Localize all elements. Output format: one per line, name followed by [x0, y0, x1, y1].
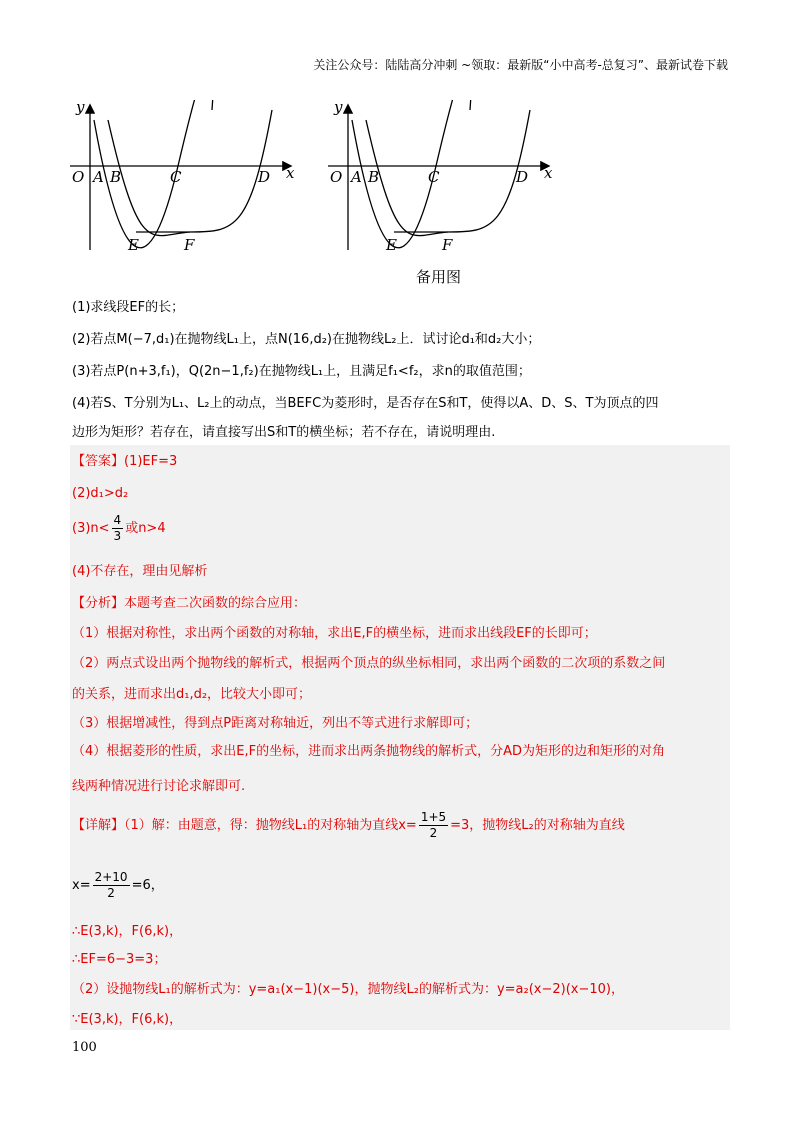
question-4: (4)若S、T分别为L₁、L₂上的动点，当BEFC为菱形时，是否存在S和T，使得以A、D、S、T为顶点的四	[72, 396, 659, 411]
svg-text:A: A	[93, 168, 104, 186]
detail-5: （2）设抛物线L₁的解析式为：y=a₁(x−1)(x−5)，抛物线L₂的解析式为：y=a₂(x−2)(x−10)，	[72, 982, 624, 997]
svg-text:F: F	[184, 236, 195, 254]
curve-l2	[108, 110, 272, 236]
svg-text:D: D	[516, 168, 529, 186]
answer-2: (2)d₁>d₂	[72, 486, 129, 501]
analysis-4: （4）根据菱形的性质，求出E,F的坐标，进而求出两条抛物线的解析式，分AD为矩形的边和矩形的对角	[72, 744, 665, 759]
detail-4: ∴EF=6−3=3；	[72, 952, 167, 967]
svg-text:B: B	[368, 168, 380, 186]
parabola-figures	[60, 100, 560, 260]
detail-6: ∵E(3,k)，F(6,k)，	[72, 1012, 183, 1027]
svg-text:C: C	[170, 168, 182, 186]
svg-text:x: x	[544, 164, 553, 182]
svg-text:C: C	[428, 168, 440, 186]
detail-2: x= $\frac{2+10}{2}$ =6，	[72, 870, 164, 900]
page-header: 关注公众号：陆陆高分冲刺 ~领取：最新版“小中高考-总复习”、最新试卷下载	[313, 58, 728, 72]
svg-text:E: E	[128, 236, 139, 254]
svg-text:O: O	[330, 168, 343, 186]
svg-text:y: y	[76, 100, 85, 116]
answer-4: (4)不存在，理由见解析	[72, 564, 208, 579]
analysis-4-cont: 线两种情况进行讨论求解即可.	[72, 779, 246, 794]
detail-3: ∴E(3,k)，F(6,k)，	[72, 924, 183, 939]
svg-text:y: y	[334, 100, 343, 116]
svg-text:A: A	[351, 168, 362, 186]
question-4-cont: 边形为矩形？若存在，请直接写出S和T的横坐标；若不存在，请说明理由.	[72, 425, 496, 440]
question-3: (3)若点P(n+3,f₁)，Q(2n−1,f₂)在抛物线L₁上，且满足f₁<f₂，求n的取值范围；	[72, 364, 531, 379]
page-number: 100	[72, 1040, 97, 1055]
analysis-1: （1）根据对称性，求出两个函数的对称轴，求出E,F的横坐标，进而求出线段EF的长即可；	[72, 626, 597, 641]
analysis-2-cont: 的关系，进而求出d₁,d₂，比较大小即可；	[72, 687, 312, 702]
svg-text:x: x	[286, 164, 295, 182]
answer-1: 【答案】(1)EF=3	[72, 454, 178, 469]
detail-1: 【详解】（1）解：由题意，得：抛物线L₁的对称轴为直线x= $\frac{1+5}{2}$ =3，抛物线L₂的对称轴为直线	[72, 810, 625, 840]
left-figure	[70, 100, 295, 254]
svg-text:B: B	[110, 168, 122, 186]
svg-text:D: D	[258, 168, 271, 186]
question-1: (1)求线段EF的长；	[72, 300, 185, 315]
question-2: (2)若点M(−7,d₁)在抛物线L₁上，点N(16,d₂)在抛物线L₂上．试讨论d₁和d₂大小；	[72, 332, 541, 347]
right-figure	[328, 100, 553, 254]
answer-3: (3)n< $\frac{4}{3}$ 或n>4	[72, 513, 166, 543]
svg-text:F: F	[442, 236, 453, 254]
svg-text:O: O	[72, 168, 85, 186]
analysis-title: 【分析】本题考查二次函数的综合应用：	[72, 596, 307, 611]
analysis-3: （3）根据增减性，得到点P距离对称轴近，列出不等式进行求解即可；	[72, 716, 479, 731]
analysis-2: （2）两点式设出两个抛物线的解析式，根据两个顶点的纵坐标相同，求出两个函数的二次项的系数之间	[72, 656, 666, 671]
figure-caption: 备用图	[416, 268, 462, 286]
svg-text:E: E	[386, 236, 397, 254]
